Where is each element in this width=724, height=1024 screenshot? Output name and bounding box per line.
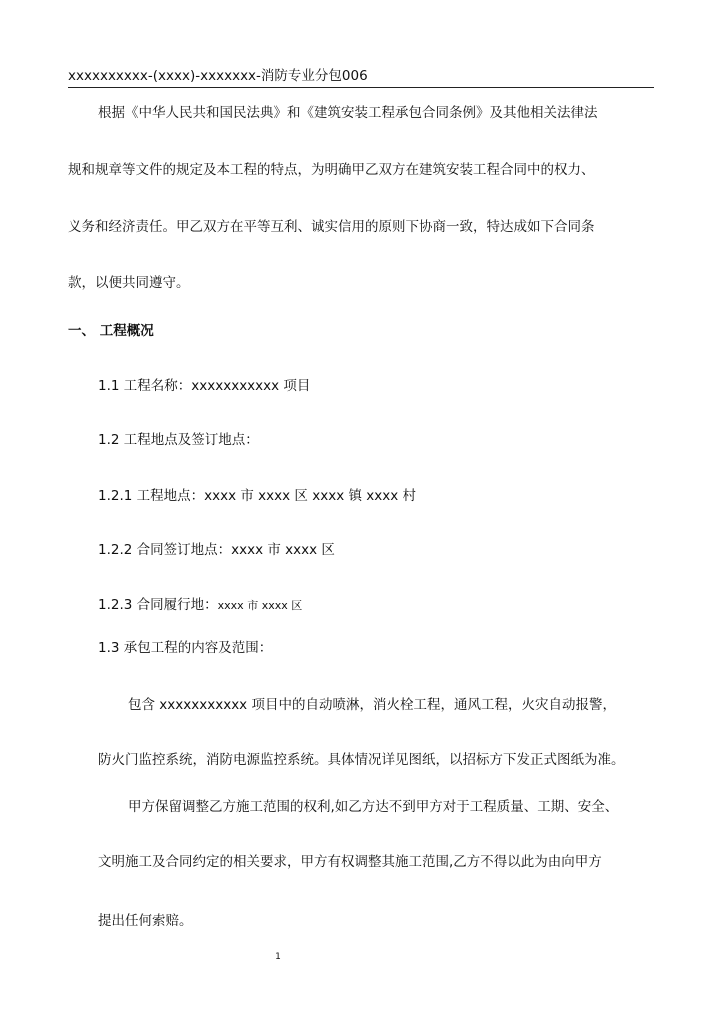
page-number: 1 — [275, 952, 281, 962]
reserve-line-1: 甲方保留调整乙方施工范围的权利,如乙方达不到甲方对于工程质量、工期、安全、 — [128, 799, 619, 815]
item-1-2-3-value: xxxx 市 xxxx 区 — [217, 599, 303, 612]
scope-line-1: 包含 xxxxxxxxxxx 项目中的自动喷淋，消火栓工程，通风工程，火灾自动报警， — [128, 697, 616, 713]
header-title: xxxxxxxxxx-(xxxx)-xxxxxxx-消防专业分包006 — [68, 68, 368, 84]
item-1-2-2: 1.2.2 合同签订地点：xxxx 市 xxxx 区 — [98, 542, 335, 558]
reserve-line-2: 文明施工及合同约定的相关要求，甲方有权调整其施工范围,乙方不得以此为由向甲方 — [98, 854, 602, 870]
item-1-3: 1.3 承包工程的内容及范围： — [98, 640, 273, 656]
reserve-line-3: 提出任何索赔。 — [98, 913, 193, 929]
item-1-2-3 — [98, 595, 302, 616]
preamble-line-1: 根据《中华人民共和国民法典》和《建筑安装工程承包合同条例》及其他相关法律法 — [98, 105, 598, 121]
item-1-2-3-label: 1.2.3 合同履行地： — [98, 597, 218, 613]
scope-line-2: 防火门监控系统，消防电源监控系统。具体情况详见图纸，以招标方下发正式图纸为准。 — [98, 752, 625, 768]
preamble-line-3: 义务和经济责任。甲乙双方在平等互利、诚实信用的原则下协商一致，特达成如下合同条 — [68, 219, 595, 235]
item-1-2-1: 1.2.1 工程地点：xxxx 市 xxxx 区 xxxx 镇 xxxx 村 — [98, 488, 417, 504]
item-1-2: 1.2 工程地点及签订地点： — [98, 432, 259, 448]
preamble-line-4: 款，以便共同遵守。 — [68, 275, 190, 291]
item-1-1: 1.1 工程名称：xxxxxxxxxxx 项目 — [98, 378, 311, 394]
document-header — [68, 67, 654, 88]
section-heading: 一、 工程概况 — [68, 323, 154, 339]
preamble-line-2: 规和规章等文件的规定及本工程的特点，为明确甲乙双方在建筑安装工程合同中的权力、 — [68, 162, 595, 178]
